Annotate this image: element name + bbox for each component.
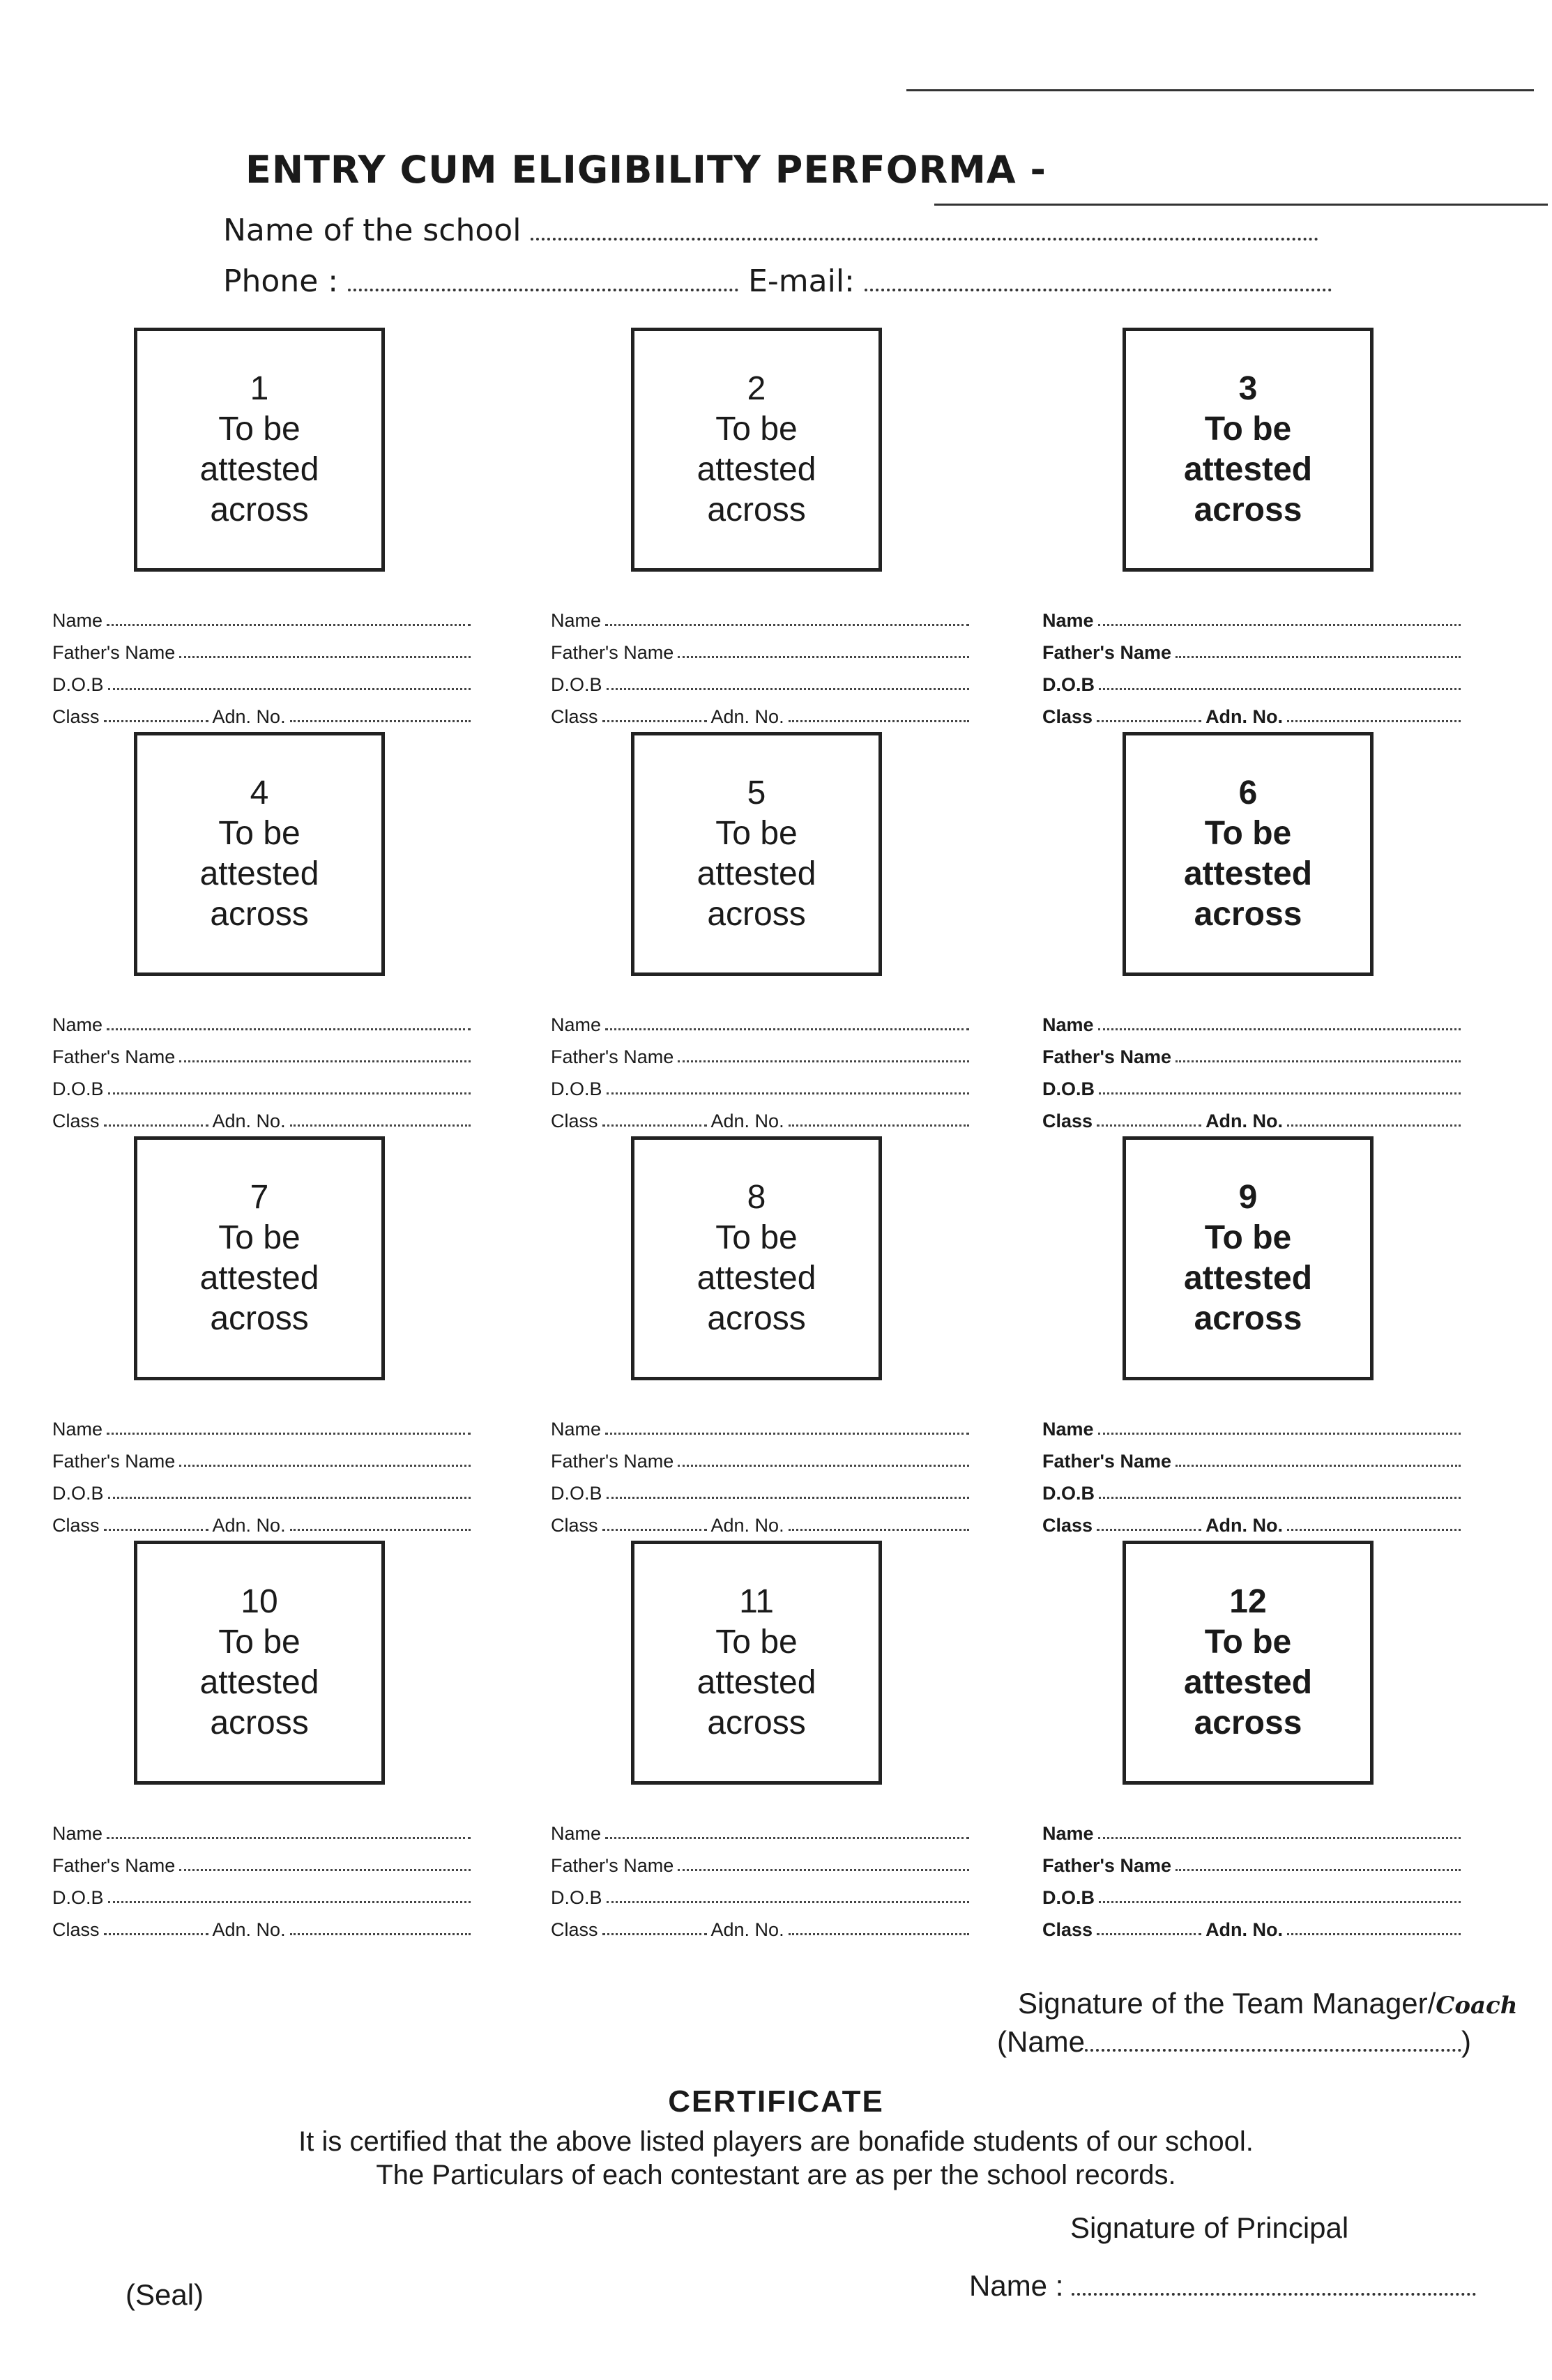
photo-box-caption: To be attested across xyxy=(199,1624,319,1741)
class-row xyxy=(551,1909,969,1941)
photo-box-number: 1 xyxy=(250,370,269,407)
adn-no-label: Adn. No. xyxy=(212,1111,286,1131)
class-row xyxy=(551,1100,969,1132)
dob-label: D.O.B xyxy=(1042,1887,1095,1908)
class-field[interactable] xyxy=(104,1933,208,1935)
name-field[interactable] xyxy=(1098,624,1461,626)
name-label: Name xyxy=(1042,610,1094,631)
dob-label: D.O.B xyxy=(52,1483,104,1504)
dob-field[interactable] xyxy=(108,1497,471,1499)
photo-box-caption: To be attested across xyxy=(1183,1219,1313,1337)
name-label: Name xyxy=(1042,1823,1094,1844)
class-field[interactable] xyxy=(602,1933,707,1935)
name-label: Name xyxy=(52,1014,103,1035)
name-label: Name xyxy=(551,1823,602,1844)
dob-field[interactable] xyxy=(607,688,969,690)
team-manager-signature xyxy=(1018,1987,1517,2020)
dob-label: D.O.B xyxy=(551,1887,602,1908)
dob-field[interactable] xyxy=(1099,1901,1461,1903)
photo-box-caption: To be attested across xyxy=(1183,1624,1313,1741)
name-row xyxy=(52,600,471,632)
school-name-field[interactable] xyxy=(531,213,1318,241)
name-row xyxy=(1042,1004,1461,1036)
name-row xyxy=(1042,600,1461,632)
adn-no-label: Adn. No. xyxy=(710,1111,784,1131)
dob-label: D.O.B xyxy=(52,1887,104,1908)
photo-box-number: 3 xyxy=(1238,370,1258,407)
name-row xyxy=(52,1408,471,1440)
adn-no-label: Adn. No. xyxy=(710,1515,784,1536)
father-name-field[interactable] xyxy=(179,1869,471,1871)
name-label: Name xyxy=(52,610,103,631)
dob-row xyxy=(1042,1068,1461,1100)
adn-no-label: Adn. No. xyxy=(212,1919,286,1940)
top-rule xyxy=(906,89,1534,91)
class-row xyxy=(551,1504,969,1536)
seal-label: (Seal) xyxy=(125,2278,204,2311)
title-rule xyxy=(934,204,1548,206)
dob-field[interactable] xyxy=(1099,688,1461,690)
class-label: Class xyxy=(551,1919,598,1940)
certificate-line-2: The Particulars of each contestant are as per the school records. xyxy=(376,2160,1176,2190)
name-row xyxy=(551,600,969,632)
email-field[interactable] xyxy=(865,264,1332,291)
player-fields-1 xyxy=(52,600,471,728)
class-label: Class xyxy=(1042,1919,1093,1940)
name-label: Name xyxy=(551,1419,602,1440)
adn-no-field[interactable] xyxy=(290,1124,471,1127)
father-name-field[interactable] xyxy=(1176,1465,1461,1467)
adn-no-field[interactable] xyxy=(1287,1124,1461,1127)
name-label: Name xyxy=(1042,1014,1094,1035)
class-field[interactable] xyxy=(1097,1124,1201,1127)
father-name-label: Father's Name xyxy=(551,1046,674,1067)
photo-box-number: 6 xyxy=(1238,775,1258,811)
class-field[interactable] xyxy=(104,1124,208,1127)
photo-box-5 xyxy=(631,732,882,976)
class-field[interactable] xyxy=(1097,1529,1201,1531)
father-name-field[interactable] xyxy=(1176,1869,1461,1871)
team-manager-name-field[interactable] xyxy=(1085,2028,1461,2052)
dob-row xyxy=(52,1068,471,1100)
class-label: Class xyxy=(52,1919,100,1940)
photo-box-caption: To be attested across xyxy=(697,1624,816,1741)
photo-box-caption: To be attested across xyxy=(697,815,816,933)
photo-box-8 xyxy=(631,1136,882,1380)
player-fields-5 xyxy=(551,1004,969,1132)
photo-box-caption: To be attested across xyxy=(199,1219,319,1337)
name-row xyxy=(551,1004,969,1036)
class-label: Class xyxy=(1042,1515,1093,1536)
father-name-label: Father's Name xyxy=(1042,642,1171,663)
team-manager-signature-label: Signature of the Team Manager/ xyxy=(1018,1987,1436,2020)
principal-name-label: Name : xyxy=(969,2269,1064,2302)
name-field[interactable] xyxy=(605,1433,969,1435)
father-name-field[interactable] xyxy=(678,1060,969,1062)
phone-field[interactable] xyxy=(348,264,738,291)
photo-box-1 xyxy=(134,328,385,572)
dob-label: D.O.B xyxy=(551,1078,602,1099)
class-row xyxy=(551,696,969,728)
dob-row xyxy=(551,664,969,696)
photo-box-number: 8 xyxy=(747,1179,766,1216)
dob-label: D.O.B xyxy=(1042,1078,1095,1099)
father-name-label: Father's Name xyxy=(551,642,674,663)
dob-row xyxy=(551,1877,969,1909)
father-name-field[interactable] xyxy=(678,656,969,658)
father-name-label: Father's Name xyxy=(52,642,176,663)
father-name-row xyxy=(52,632,471,664)
dob-label: D.O.B xyxy=(1042,674,1095,695)
photo-box-caption: To be attested across xyxy=(697,1219,816,1337)
email-label: E-mail: xyxy=(748,264,855,299)
father-name-label: Father's Name xyxy=(1042,1046,1171,1067)
principal-name-line xyxy=(969,2269,1476,2303)
dob-field[interactable] xyxy=(607,1497,969,1499)
name-field[interactable] xyxy=(605,1837,969,1839)
school-name-line xyxy=(223,213,1318,248)
principal-signature-label: Signature of Principal xyxy=(1070,2211,1349,2244)
class-row xyxy=(52,1909,471,1941)
class-label: Class xyxy=(52,1515,100,1536)
player-fields-7 xyxy=(52,1408,471,1536)
father-name-label: Father's Name xyxy=(551,1855,674,1876)
name-field[interactable] xyxy=(107,624,471,626)
team-manager-name-label: (Name xyxy=(997,2025,1086,2058)
father-name-row xyxy=(551,1440,969,1472)
class-label: Class xyxy=(551,706,598,727)
dob-row xyxy=(52,1472,471,1504)
photo-box-number: 4 xyxy=(250,775,269,811)
photo-box-caption: To be attested across xyxy=(199,411,319,528)
father-name-label: Father's Name xyxy=(52,1855,176,1876)
photo-box-caption: To be attested across xyxy=(1183,815,1313,933)
name-field[interactable] xyxy=(107,1837,471,1839)
name-label: Name xyxy=(1042,1419,1094,1440)
class-row xyxy=(1042,1909,1461,1941)
player-fields-9 xyxy=(1042,1408,1461,1536)
class-row xyxy=(52,696,471,728)
name-row xyxy=(52,1004,471,1036)
photo-box-number: 2 xyxy=(747,370,766,407)
father-name-label: Father's Name xyxy=(52,1451,176,1472)
dob-label: D.O.B xyxy=(52,674,104,695)
class-field[interactable] xyxy=(1097,720,1201,722)
photo-box-6 xyxy=(1123,732,1374,976)
class-row xyxy=(1042,1100,1461,1132)
photo-box-caption: To be attested across xyxy=(199,815,319,933)
adn-no-field[interactable] xyxy=(789,1124,969,1127)
class-label: Class xyxy=(1042,1111,1093,1131)
adn-no-field[interactable] xyxy=(290,720,471,722)
photo-box-10 xyxy=(134,1541,385,1785)
father-name-row xyxy=(551,1845,969,1877)
photo-box-number: 12 xyxy=(1229,1583,1267,1620)
father-name-row xyxy=(1042,1845,1461,1877)
father-name-label: Father's Name xyxy=(1042,1451,1171,1472)
photo-box-number: 5 xyxy=(747,775,766,811)
father-name-row xyxy=(52,1440,471,1472)
dob-row xyxy=(1042,1472,1461,1504)
dob-row xyxy=(1042,1877,1461,1909)
adn-no-field[interactable] xyxy=(1287,720,1461,722)
adn-no-field[interactable] xyxy=(1287,1529,1461,1531)
father-name-row xyxy=(52,1036,471,1068)
father-name-label: Father's Name xyxy=(1042,1855,1171,1876)
class-row xyxy=(52,1504,471,1536)
class-label: Class xyxy=(52,706,100,727)
adn-no-label: Adn. No. xyxy=(1205,706,1284,727)
photo-box-7 xyxy=(134,1136,385,1380)
adn-no-field[interactable] xyxy=(1287,1933,1461,1935)
player-fields-6 xyxy=(1042,1004,1461,1132)
dob-field[interactable] xyxy=(108,1901,471,1903)
photo-box-caption: To be attested across xyxy=(1183,411,1313,528)
photo-box-number: 9 xyxy=(1238,1179,1258,1216)
dob-row xyxy=(52,664,471,696)
dob-field[interactable] xyxy=(1099,1092,1461,1094)
name-label: Name xyxy=(52,1823,103,1844)
adn-no-label: Adn. No. xyxy=(1205,1919,1284,1940)
photo-box-number: 7 xyxy=(250,1179,269,1216)
adn-no-field[interactable] xyxy=(789,720,969,722)
contact-line xyxy=(223,264,1332,299)
certificate-heading: CERTIFICATE xyxy=(668,2084,884,2119)
player-fields-10 xyxy=(52,1813,471,1941)
name-row xyxy=(1042,1408,1461,1440)
photo-box-number: 11 xyxy=(739,1583,774,1620)
father-name-row xyxy=(52,1845,471,1877)
name-row xyxy=(1042,1813,1461,1845)
dob-row xyxy=(1042,664,1461,696)
name-field[interactable] xyxy=(107,1433,471,1435)
player-fields-2 xyxy=(551,600,969,728)
photo-box-11 xyxy=(631,1541,882,1785)
dob-row xyxy=(551,1068,969,1100)
class-field[interactable] xyxy=(104,1529,208,1531)
form-title: ENTRY CUM ELIGIBILITY PERFORMA - xyxy=(245,148,1047,192)
dob-label: D.O.B xyxy=(1042,1483,1095,1504)
name-row xyxy=(52,1813,471,1845)
player-fields-11 xyxy=(551,1813,969,1941)
class-field[interactable] xyxy=(1097,1933,1201,1935)
name-label: Name xyxy=(52,1419,103,1440)
name-label: Name xyxy=(551,1014,602,1035)
adn-no-label: Adn. No. xyxy=(212,706,286,727)
photo-box-number: 10 xyxy=(241,1583,278,1620)
player-fields-12 xyxy=(1042,1813,1461,1941)
dob-field[interactable] xyxy=(1099,1497,1461,1499)
name-label: Name xyxy=(551,610,602,631)
father-name-field[interactable] xyxy=(678,1869,969,1871)
adn-no-label: Adn. No. xyxy=(710,1919,784,1940)
father-name-row xyxy=(1042,632,1461,664)
dob-label: D.O.B xyxy=(52,1078,104,1099)
name-field[interactable] xyxy=(605,624,969,626)
father-name-field[interactable] xyxy=(1176,656,1461,658)
dob-row xyxy=(52,1877,471,1909)
father-name-row xyxy=(1042,1440,1461,1472)
adn-no-label: Adn. No. xyxy=(1205,1111,1284,1131)
dob-row xyxy=(551,1472,969,1504)
class-label: Class xyxy=(1042,706,1093,727)
father-name-label: Father's Name xyxy=(52,1046,176,1067)
name-row xyxy=(551,1813,969,1845)
principal-name-field[interactable] xyxy=(1072,2272,1476,2296)
father-name-row xyxy=(551,632,969,664)
class-row xyxy=(52,1100,471,1132)
class-label: Class xyxy=(551,1515,598,1536)
class-field[interactable] xyxy=(104,720,208,722)
photo-box-12 xyxy=(1123,1541,1374,1785)
photo-box-4 xyxy=(134,732,385,976)
father-name-row xyxy=(1042,1036,1461,1068)
photo-box-caption: To be attested across xyxy=(697,411,816,528)
father-name-field[interactable] xyxy=(179,1465,471,1467)
adn-no-field[interactable] xyxy=(290,1529,471,1531)
player-fields-3 xyxy=(1042,600,1461,728)
photo-box-2 xyxy=(631,328,882,572)
player-fields-8 xyxy=(551,1408,969,1536)
certificate-line-1: It is certified that the above listed players are bonafide students of our school. xyxy=(298,2126,1254,2157)
name-field[interactable] xyxy=(605,1028,969,1030)
name-row xyxy=(551,1408,969,1440)
dob-field[interactable] xyxy=(108,688,471,690)
father-name-field[interactable] xyxy=(1176,1060,1461,1062)
father-name-field[interactable] xyxy=(678,1465,969,1467)
dob-label: D.O.B xyxy=(551,1483,602,1504)
team-manager-name-close: ) xyxy=(1461,2025,1472,2058)
team-manager-name-line xyxy=(997,2025,1471,2059)
school-name-label: Name of the school xyxy=(223,213,522,248)
father-name-row xyxy=(551,1036,969,1068)
class-field[interactable] xyxy=(602,1529,707,1531)
name-field[interactable] xyxy=(1098,1433,1461,1435)
adn-no-label: Adn. No. xyxy=(710,706,784,727)
father-name-field[interactable] xyxy=(179,656,471,658)
adn-no-field[interactable] xyxy=(290,1933,471,1935)
class-label: Class xyxy=(551,1111,598,1131)
dob-field[interactable] xyxy=(607,1901,969,1903)
father-name-label: Father's Name xyxy=(551,1451,674,1472)
name-field[interactable] xyxy=(107,1028,471,1030)
phone-label: Phone : xyxy=(223,264,339,299)
dob-field[interactable] xyxy=(607,1092,969,1094)
photo-box-9 xyxy=(1123,1136,1374,1380)
class-row xyxy=(1042,696,1461,728)
dob-label: D.O.B xyxy=(551,674,602,695)
adn-no-label: Adn. No. xyxy=(212,1515,286,1536)
name-field[interactable] xyxy=(1098,1028,1461,1030)
class-row xyxy=(1042,1504,1461,1536)
adn-no-field[interactable] xyxy=(789,1933,969,1935)
adn-no-label: Adn. No. xyxy=(1205,1515,1284,1536)
photo-box-3 xyxy=(1123,328,1374,572)
dob-field[interactable] xyxy=(108,1092,471,1094)
father-name-field[interactable] xyxy=(179,1060,471,1062)
player-fields-4 xyxy=(52,1004,471,1132)
class-label: Class xyxy=(52,1111,100,1131)
adn-no-field[interactable] xyxy=(789,1529,969,1531)
handwritten-coach: Coach xyxy=(1436,1992,1518,2020)
name-field[interactable] xyxy=(1098,1837,1461,1839)
class-field[interactable] xyxy=(602,720,707,722)
class-field[interactable] xyxy=(602,1124,707,1127)
